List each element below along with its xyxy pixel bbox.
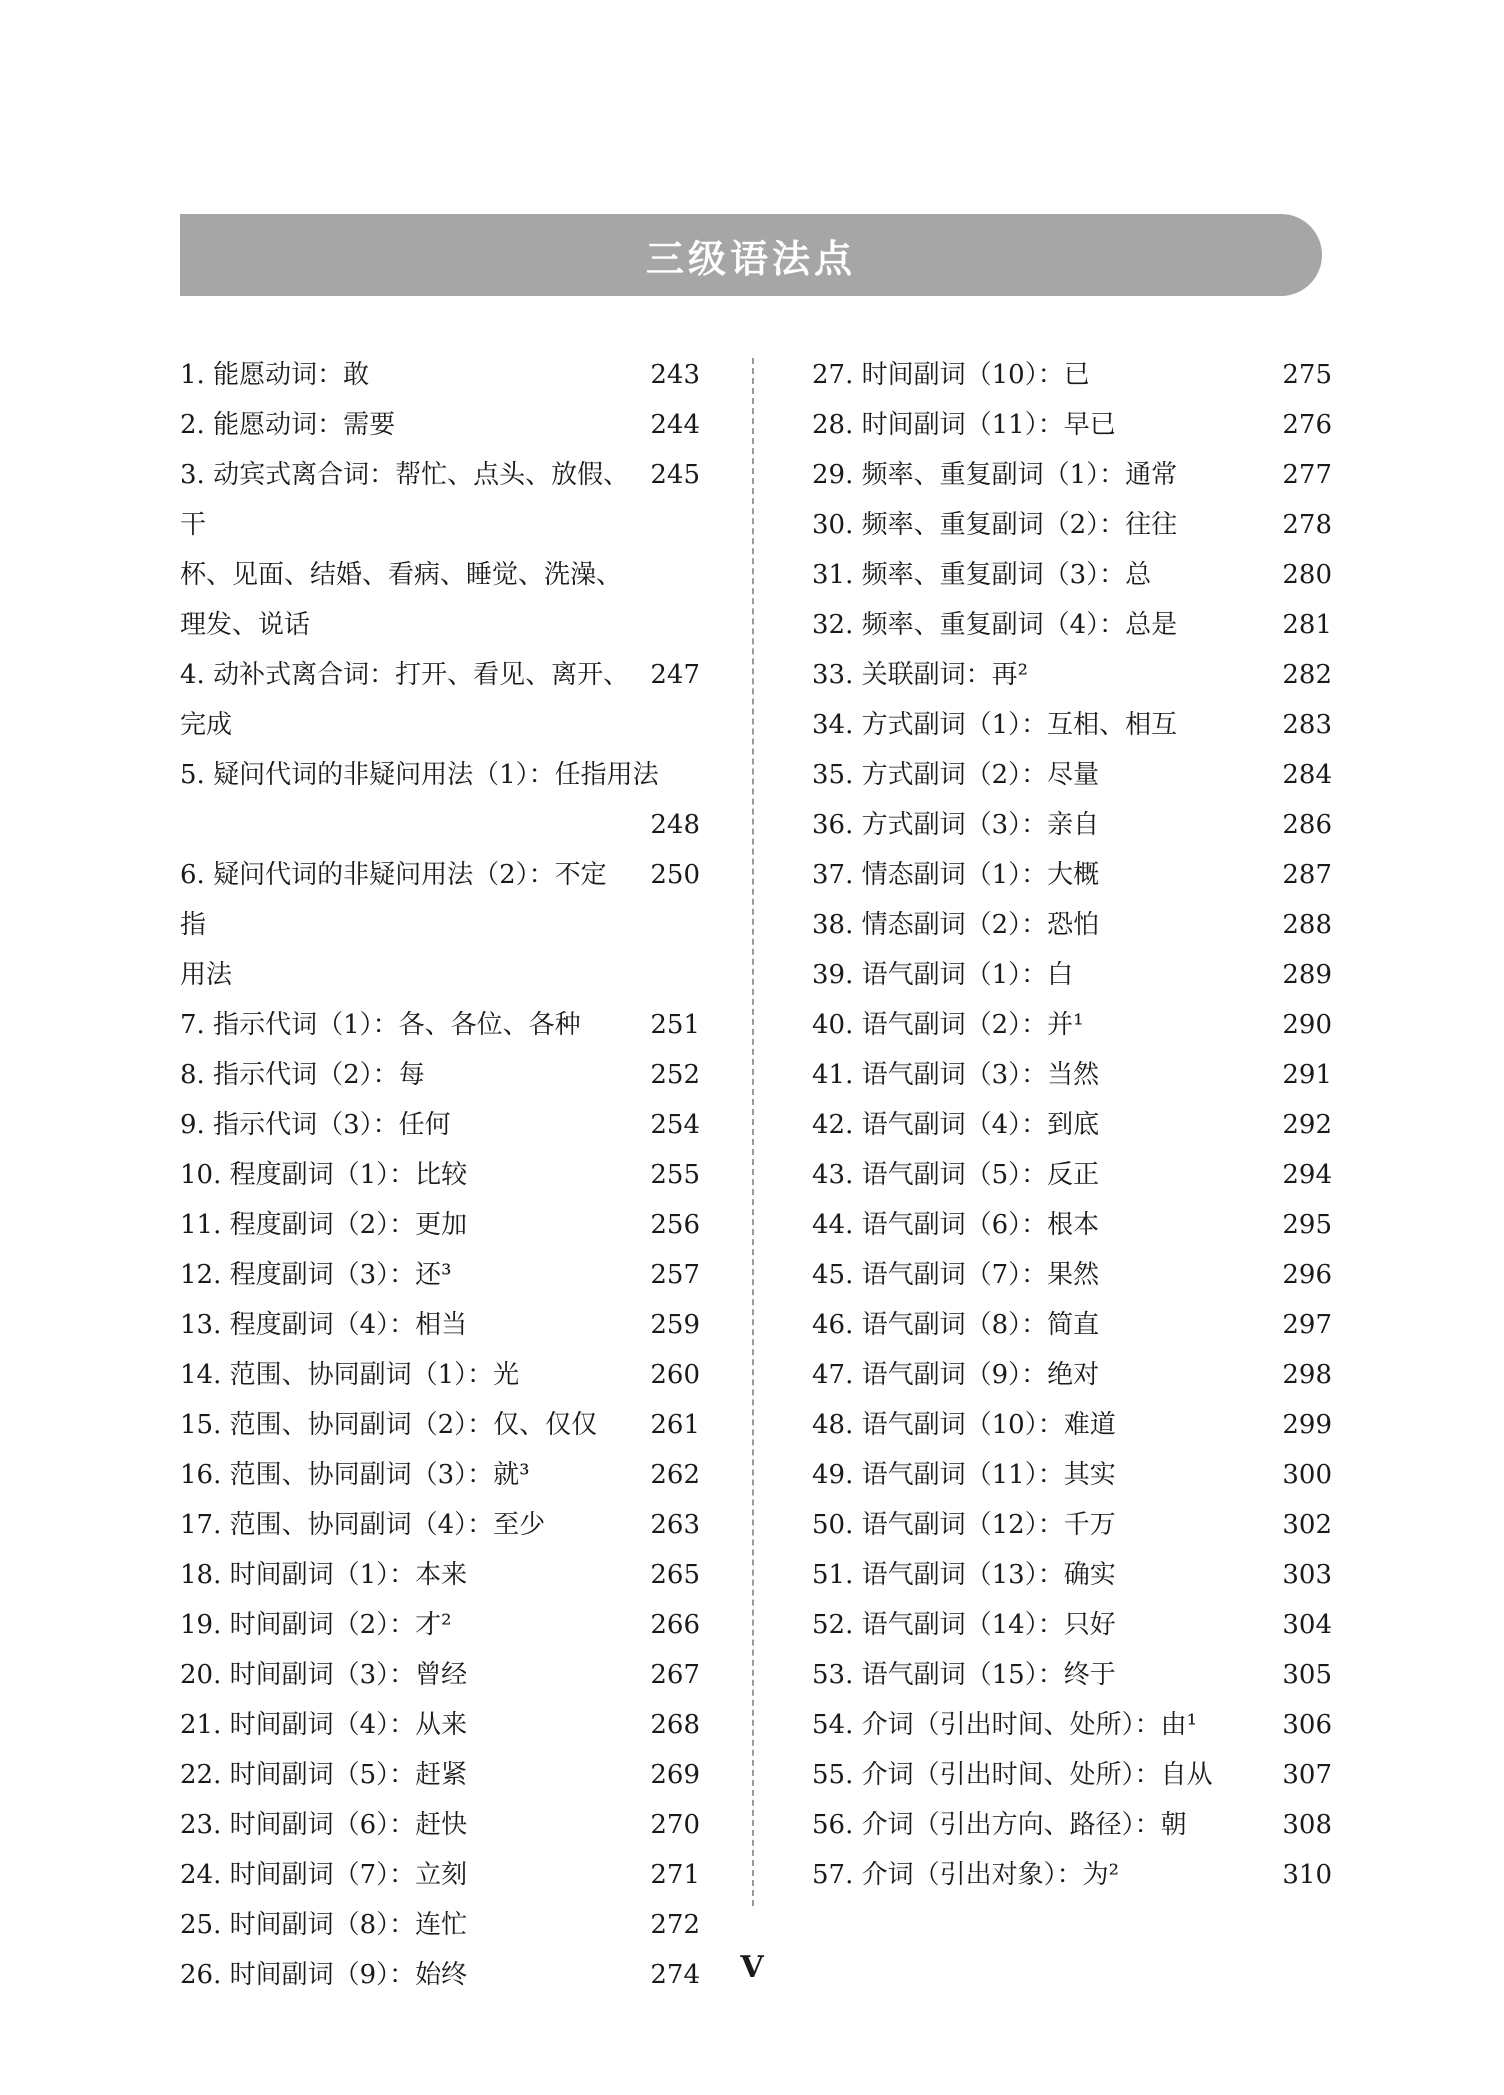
toc-entry[interactable] [812, 900, 1332, 950]
toc-entry[interactable] [180, 450, 700, 650]
toc-entry-page: 281 [1282, 610, 1332, 640]
toc-entry-page: 275 [1282, 360, 1332, 390]
toc-entry[interactable] [180, 1700, 700, 1750]
toc-entry-title: 19. 时间副词（2）：才² [180, 1610, 452, 1640]
toc-entry-title: 32. 频率、重复副词（4）：总是 [812, 610, 1178, 640]
toc-entry-page: 283 [1282, 710, 1332, 740]
toc-entry-page: 271 [650, 1860, 700, 1890]
toc-entry[interactable] [812, 600, 1332, 650]
toc-entry-page: 284 [1282, 760, 1332, 790]
toc-entry-page: 286 [1282, 810, 1332, 840]
toc-entry-title: 4. 动补式离合词：打开、看见、离开、 完成 [180, 660, 630, 740]
toc-entry[interactable] [812, 1300, 1332, 1350]
toc-entry-title: 3. 动宾式离合词：帮忙、点头、放假、干 杯、见面、结婚、看病、睡觉、洗澡、 理发、说话 [180, 460, 630, 640]
toc-entry-page: 248 [650, 810, 700, 840]
toc-entry[interactable] [180, 350, 700, 400]
toc-entry-title: 7. 指示代词（1）：各、各位、各种 [180, 1010, 581, 1040]
toc-entry-title: 25. 时间副词（8）：连忙 [180, 1910, 468, 1940]
toc-entry-page: 291 [1282, 1060, 1332, 1090]
toc-entry[interactable] [180, 1100, 700, 1150]
toc-entry-title: 38. 情态副词（2）：恐怕 [812, 910, 1100, 940]
toc-entry[interactable] [180, 650, 700, 750]
toc-entry-page: 287 [1282, 860, 1332, 890]
toc-entry-title: 31. 频率、重复副词（3）：总 [812, 560, 1152, 590]
toc-entry[interactable] [812, 400, 1332, 450]
toc-entry-title: 29. 频率、重复副词（1）：通常 [812, 460, 1178, 490]
toc-entry-title: 9. 指示代词（3）：任何 [180, 1110, 451, 1140]
toc-entry[interactable] [180, 1850, 700, 1900]
toc-entry-page: 252 [650, 1060, 700, 1090]
toc-entry[interactable] [812, 700, 1332, 750]
toc-entry[interactable] [812, 1750, 1332, 1800]
toc-entry-title: 42. 语气副词（4）：到底 [812, 1110, 1100, 1140]
toc-entry[interactable] [812, 1700, 1332, 1750]
toc-entry-page: 299 [1282, 1410, 1332, 1440]
toc-entry-title: 44. 语气副词（6）：根本 [812, 1210, 1100, 1240]
toc-entry-title: 1. 能愿动词：敢 [180, 360, 370, 390]
toc-entry-page: 250 [650, 860, 700, 890]
toc-entry[interactable] [812, 1050, 1332, 1100]
toc-entry[interactable] [180, 1000, 700, 1050]
toc-entry[interactable] [812, 1150, 1332, 1200]
toc-entry-title: 24. 时间副词（7）：立刻 [180, 1860, 468, 1890]
toc-entry-title: 36. 方式副词（3）：亲自 [812, 810, 1100, 840]
toc-entry-title: 33. 关联副词：再² [812, 660, 1029, 690]
toc-entry-title: 22. 时间副词（5）：赶紧 [180, 1760, 468, 1790]
toc-entry[interactable] [812, 500, 1332, 550]
toc-entry-page: 307 [1282, 1760, 1332, 1790]
toc-entry[interactable] [180, 1350, 700, 1400]
toc-entry-title: 52. 语气副词（14）：只好 [812, 1610, 1116, 1640]
toc-entry-title: 35. 方式副词（2）：尽量 [812, 760, 1100, 790]
toc-entry-title: 10. 程度副词（1）：比较 [180, 1160, 468, 1190]
toc-entry-title: 20. 时间副词（3）：曾经 [180, 1660, 468, 1690]
toc-entry-title: 21. 时间副词（4）：从来 [180, 1710, 468, 1740]
toc-entry[interactable] [812, 550, 1332, 600]
toc-entry[interactable] [812, 850, 1332, 900]
toc-entry-title: 12. 程度副词（3）：还³ [180, 1260, 452, 1290]
toc-entry-title: 26. 时间副词（9）：始终 [180, 1960, 468, 1990]
toc-entry-title: 47. 语气副词（9）：绝对 [812, 1360, 1100, 1390]
toc-entry-page: 261 [650, 1410, 700, 1440]
toc-entry-page: 244 [650, 410, 700, 440]
section-title: 三级语法点 [645, 236, 856, 281]
toc-entry-page: 292 [1282, 1110, 1332, 1140]
toc-entry-title: 43. 语气副词（5）：反正 [812, 1160, 1100, 1190]
toc-entry[interactable] [812, 1500, 1332, 1550]
toc-entry-title: 27. 时间副词（10）：已 [812, 360, 1090, 390]
toc-entry-title: 48. 语气副词（10）：难道 [812, 1410, 1116, 1440]
toc-entry[interactable] [812, 1200, 1332, 1250]
toc-entry-page: 266 [650, 1610, 700, 1640]
toc-entry-page: 288 [1282, 910, 1332, 940]
toc-entry-page: 262 [650, 1460, 700, 1490]
toc-entry-page: 276 [1282, 410, 1332, 440]
toc-entry-page: 303 [1282, 1560, 1332, 1590]
toc-entry-title: 30. 频率、重复副词（2）：往往 [812, 510, 1178, 540]
toc-entry-page: 277 [1282, 460, 1332, 490]
toc-entry-page: 247 [650, 660, 700, 690]
toc-entry-page: 282 [1282, 660, 1332, 690]
page-number: V [740, 1950, 764, 1985]
toc-entry-page: 255 [650, 1160, 700, 1190]
toc-entry-title: 11. 程度副词（2）：更加 [180, 1210, 468, 1240]
toc-entry-page: 267 [650, 1660, 700, 1690]
toc-entry-title: 49. 语气副词（11）：其实 [812, 1460, 1116, 1490]
toc-entry[interactable] [180, 1400, 700, 1450]
toc-entry-title: 46. 语气副词（8）：简直 [812, 1310, 1100, 1340]
toc-entry-page: 263 [650, 1510, 700, 1540]
toc-entry-page: 274 [650, 1960, 700, 1990]
toc-entry[interactable] [180, 1600, 700, 1650]
toc-entry-page: 243 [650, 360, 700, 390]
toc-entry[interactable] [180, 1050, 700, 1100]
toc-entry[interactable] [180, 1300, 700, 1350]
toc-entry-title: 41. 语气副词（3）：当然 [812, 1060, 1100, 1090]
toc-entry[interactable] [180, 1650, 700, 1700]
toc-entry-title: 5. 疑问代词的非疑问用法（1）：任指用法 [180, 760, 659, 790]
toc-entry[interactable] [812, 1350, 1332, 1400]
toc-entry-page: 310 [1282, 1860, 1332, 1890]
toc-column-left [180, 350, 700, 2000]
toc-entry[interactable] [812, 1100, 1332, 1150]
toc-entry-title: 54. 介词（引出时间、处所）：由¹ [812, 1710, 1198, 1740]
toc-entry-title: 57. 介词（引出对象）：为² [812, 1860, 1120, 1890]
toc-entry-title: 34. 方式副词（1）：互相、相互 [812, 710, 1178, 740]
toc-entry[interactable] [812, 750, 1332, 800]
toc-entry-title: 15. 范围、协同副词（2）：仅、仅仅 [180, 1410, 598, 1440]
toc-entry-page: 257 [650, 1260, 700, 1290]
toc-entry[interactable] [812, 650, 1332, 700]
toc-entry[interactable] [812, 1400, 1332, 1450]
toc-entry[interactable] [812, 1800, 1332, 1850]
toc-entry-page: 265 [650, 1560, 700, 1590]
toc-entry-title: 23. 时间副词（6）：赶快 [180, 1810, 468, 1840]
toc-entry-page: 290 [1282, 1010, 1332, 1040]
toc-entry[interactable] [812, 1250, 1332, 1300]
toc-entry-page: 304 [1282, 1610, 1332, 1640]
toc-entry[interactable] [180, 1750, 700, 1800]
toc-entry-title: 40. 语气副词（2）：并¹ [812, 1010, 1084, 1040]
toc-entry-page: 254 [650, 1110, 700, 1140]
toc-column-right [812, 350, 1332, 1900]
toc-entry-title: 53. 语气副词（15）：终于 [812, 1660, 1116, 1690]
toc-entry-page: 256 [650, 1210, 700, 1240]
toc-entry-page: 305 [1282, 1660, 1332, 1690]
toc-entry-page: 294 [1282, 1160, 1332, 1190]
toc-entry-page: 251 [650, 1010, 700, 1040]
toc-entry-title: 55. 介词（引出时间、处所）：自从 [812, 1760, 1213, 1790]
toc-entry-page: 259 [650, 1310, 700, 1340]
toc-entry[interactable] [812, 1550, 1332, 1600]
toc-entry[interactable] [812, 1650, 1332, 1700]
toc-entry-page: 296 [1282, 1260, 1332, 1290]
toc-entry-title: 6. 疑问代词的非疑问用法（2）：不定指 用法 [180, 860, 607, 990]
toc-entry-page: 295 [1282, 1210, 1332, 1240]
section-banner [180, 214, 1322, 296]
toc-entry-title: 37. 情态副词（1）：大概 [812, 860, 1100, 890]
toc-entry[interactable] [180, 850, 700, 1000]
toc-entry[interactable] [180, 1800, 700, 1850]
toc-entry-title: 2. 能愿动词：需要 [180, 410, 396, 440]
toc-entry[interactable] [180, 1250, 700, 1300]
toc-entry-page: 300 [1282, 1460, 1332, 1490]
toc-entry[interactable] [812, 450, 1332, 500]
toc-entry-page: 272 [650, 1910, 700, 1940]
toc-entry-page: 280 [1282, 560, 1332, 590]
toc-entry-title: 50. 语气副词（12）：千万 [812, 1510, 1116, 1540]
toc-entry-title: 45. 语气副词（7）：果然 [812, 1260, 1100, 1290]
toc-entry-page: 245 [650, 460, 700, 490]
toc-entry-title: 17. 范围、协同副词（4）：至少 [180, 1510, 546, 1540]
toc-entry-page: 302 [1282, 1510, 1332, 1540]
toc-entry[interactable] [812, 1450, 1332, 1500]
toc-entry[interactable] [812, 350, 1332, 400]
toc-entry-title: 16. 范围、协同副词（3）：就³ [180, 1460, 530, 1490]
toc-entry-title: 39. 语气副词（1）：白 [812, 960, 1074, 990]
toc-entry-page: 270 [650, 1810, 700, 1840]
toc-entry-page: 298 [1282, 1360, 1332, 1390]
toc-entry-page: 278 [1282, 510, 1332, 540]
toc-entry[interactable] [180, 400, 700, 450]
toc-entry[interactable] [180, 1550, 700, 1600]
toc-entry[interactable] [812, 1600, 1332, 1650]
toc-entry[interactable] [180, 1200, 700, 1250]
toc-entry[interactable] [812, 950, 1332, 1000]
toc-entry[interactable] [812, 800, 1332, 850]
toc-entry-title: 18. 时间副词（1）：本来 [180, 1560, 468, 1590]
toc-entry-page: 308 [1282, 1810, 1332, 1840]
toc-entry-page: 306 [1282, 1710, 1332, 1740]
toc-entry[interactable] [812, 1000, 1332, 1050]
toc-entry[interactable] [180, 1150, 700, 1200]
toc-entry-title: 14. 范围、协同副词（1）：光 [180, 1360, 520, 1390]
toc-entry-title: 51. 语气副词（13）：确实 [812, 1560, 1116, 1590]
toc-entry[interactable] [180, 1450, 700, 1500]
toc-entry[interactable] [180, 1500, 700, 1550]
toc-entry[interactable] [180, 1900, 700, 1950]
toc-entry-title: 28. 时间副词（11）：早已 [812, 410, 1116, 440]
toc-entry-page: 260 [650, 1360, 700, 1390]
column-divider [752, 358, 754, 1906]
toc-entry-page: 268 [650, 1710, 700, 1740]
toc-entry[interactable] [812, 1850, 1332, 1900]
toc-entry-page: 297 [1282, 1310, 1332, 1340]
toc-entry-page: 289 [1282, 960, 1332, 990]
toc-entry[interactable] [180, 750, 700, 850]
toc-entry-title: 13. 程度副词（4）：相当 [180, 1310, 468, 1340]
toc-entry-title: 8. 指示代词（2）：每 [180, 1060, 425, 1090]
toc-entry-page: 269 [650, 1760, 700, 1790]
toc-entry-title: 56. 介词（引出方向、路径）：朝 [812, 1810, 1187, 1840]
